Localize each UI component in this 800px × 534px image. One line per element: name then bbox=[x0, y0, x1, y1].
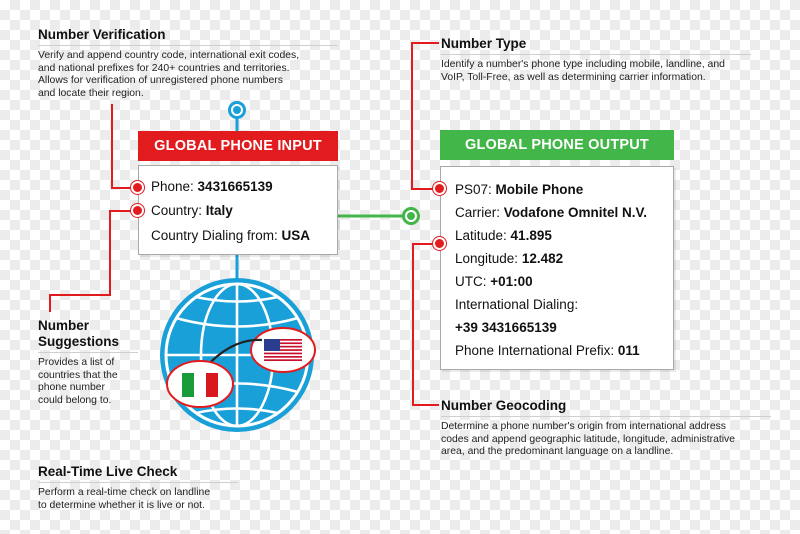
number-type-desc bbox=[441, 59, 751, 84]
output-row-longitude bbox=[455, 251, 563, 266]
row-label: UTC: bbox=[455, 274, 491, 289]
number-type-title: Number Type bbox=[441, 36, 527, 51]
row-label: Carrier: bbox=[455, 205, 504, 220]
desc-line: could belong to. bbox=[38, 394, 112, 406]
number-verification-callout bbox=[38, 27, 338, 100]
divider bbox=[38, 352, 138, 353]
real-time-live-check-desc bbox=[38, 487, 238, 512]
title-line: Suggestions bbox=[38, 334, 120, 349]
global-phone-output-box bbox=[440, 166, 674, 370]
desc-line: Verify and append country code, international exit codes, bbox=[38, 50, 300, 61]
row-value: +01:00 bbox=[490, 274, 533, 289]
row-label: Phone: bbox=[151, 179, 198, 194]
output-ps07-dot bbox=[433, 182, 446, 195]
desc-line: and locate their region. bbox=[38, 87, 144, 99]
desc-line: countries that the bbox=[38, 369, 118, 381]
usa-flag-icon bbox=[251, 328, 315, 372]
output-latitude-dot bbox=[433, 237, 446, 250]
number-suggestions-desc bbox=[38, 357, 138, 407]
global-phone-input-box bbox=[138, 165, 338, 255]
output-row-latitude bbox=[455, 228, 552, 243]
output-row-dialing-number bbox=[455, 320, 557, 335]
input-row-country bbox=[151, 203, 233, 218]
row-label: Phone International Prefix: bbox=[455, 343, 618, 358]
row-label: PS07: bbox=[455, 182, 496, 197]
real-time-live-check-callout bbox=[38, 464, 238, 512]
input-row-dialing-from bbox=[151, 228, 310, 243]
italy-flag-icon bbox=[167, 361, 233, 407]
number-suggestions-title bbox=[38, 318, 138, 350]
connector-type-to-ps07 bbox=[412, 43, 440, 189]
desc-line: and national prefixes for 240+ countries and territories. bbox=[38, 62, 290, 74]
output-row-international-prefix bbox=[455, 343, 640, 358]
connector-geocoding-to-latitude bbox=[413, 244, 440, 405]
row-label: Country: bbox=[151, 203, 206, 218]
desc-line: Allows for verification of unregistered phone numbers bbox=[38, 75, 283, 87]
row-label: Longitude: bbox=[455, 251, 522, 266]
output-row-ps07 bbox=[455, 182, 583, 197]
number-geocoding-desc bbox=[441, 421, 771, 459]
output-row-carrier bbox=[455, 205, 647, 220]
desc-line: Identify a number's phone type including mobile, landline, and bbox=[441, 59, 725, 70]
number-geocoding-title: Number Geocoding bbox=[441, 398, 567, 413]
row-value: USA bbox=[281, 228, 311, 243]
desc-line: Determine a phone number's origin from international address bbox=[441, 421, 726, 432]
divider bbox=[38, 45, 338, 46]
desc-line: phone number bbox=[38, 382, 106, 394]
row-value: 12.482 bbox=[521, 251, 564, 266]
connector-verification-to-phone bbox=[112, 104, 138, 188]
global-phone-output-header: GLOBAL PHONE OUTPUT bbox=[440, 130, 674, 160]
row-value: +39 3431665139 bbox=[455, 320, 557, 335]
divider bbox=[441, 54, 751, 55]
row-label: Latitude: bbox=[455, 228, 511, 243]
row-value: 3431665139 bbox=[197, 179, 273, 194]
row-value: Italy bbox=[205, 203, 233, 218]
desc-line: area, and the predominant language on a landline. bbox=[441, 446, 674, 458]
desc-line: to determine whether it is live or not. bbox=[38, 499, 205, 511]
divider bbox=[441, 416, 771, 417]
output-link-node bbox=[402, 207, 420, 225]
output-row-utc bbox=[455, 274, 533, 289]
title-line: Number bbox=[38, 318, 90, 333]
real-time-live-check-title: Real-Time Live Check bbox=[38, 464, 178, 479]
number-type-callout bbox=[441, 36, 751, 84]
row-label: International Dialing: bbox=[455, 297, 579, 312]
row-value: 011 bbox=[617, 343, 640, 358]
output-row-international-dialing bbox=[455, 297, 578, 312]
row-label: Country Dialing from: bbox=[151, 228, 282, 243]
input-phone-dot bbox=[131, 181, 144, 194]
desc-line: Perform a real-time check on landline bbox=[38, 487, 211, 498]
number-suggestions-callout bbox=[38, 318, 138, 407]
desc-line: codes and append geographic latitude, longitude, administrative bbox=[441, 433, 736, 445]
number-geocoding-callout bbox=[441, 398, 771, 459]
row-value: Vodafone Omnitel N.V. bbox=[503, 205, 648, 220]
number-verification-desc bbox=[38, 50, 338, 100]
input-country-dot bbox=[131, 204, 144, 217]
global-phone-input-header: GLOBAL PHONE INPUT bbox=[138, 131, 338, 161]
desc-line: Provides a list of bbox=[38, 357, 115, 368]
connector-suggestions-to-country bbox=[50, 211, 138, 312]
desc-line: VoIP, Toll-Free, as well as determining carrier information. bbox=[441, 71, 706, 83]
input-top-node bbox=[228, 101, 246, 119]
number-verification-title: Number Verification bbox=[38, 27, 166, 42]
input-row-phone bbox=[151, 179, 273, 194]
row-value: 41.895 bbox=[510, 228, 552, 243]
divider bbox=[38, 482, 238, 483]
row-value: Mobile Phone bbox=[495, 182, 584, 197]
